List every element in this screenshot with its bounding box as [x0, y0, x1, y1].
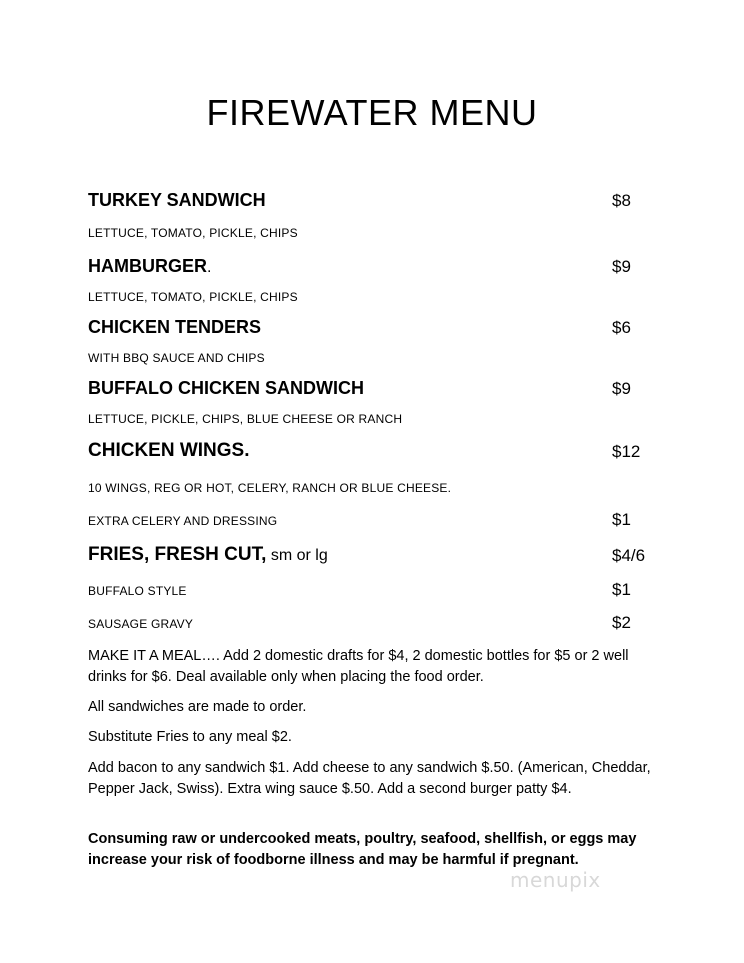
meal-deal-note: MAKE IT A MEAL…. Add 2 domestic drafts for $4, 2 domestic bottles for $5 or 2 well drinks for $6. Deal available only when placing the food order. [88, 648, 629, 685]
item-price: $9 [612, 379, 631, 398]
item-price: $8 [612, 191, 631, 210]
add-ons-note: Add bacon to any sandwich $1. Add cheese to any sandwich $.50. (American, Cheddar, Pepper Jack, Swiss). Extra wing sauce $.50. Add a second burger patty $4. [88, 760, 651, 797]
menu-item-turkey-sandwich [88, 190, 648, 211]
extra-price: $1 [612, 510, 631, 529]
menu-item-hamburger [88, 256, 648, 277]
menu-item-chicken-wings [88, 440, 648, 462]
item-description: WITH BBQ SAUCE AND CHIPS [88, 351, 265, 365]
item-name-suffix: . [207, 259, 212, 276]
item-price: $12 [612, 442, 641, 461]
item-description: LETTUCE, TOMATO, PICKLE, CHIPS [88, 290, 298, 304]
item-price: $9 [612, 257, 631, 276]
extra-price: $2 [612, 613, 631, 632]
item-description: 10 WINGS, REG OR HOT, CELERY, RANCH OR BLUE CHEESE. [88, 481, 452, 495]
extra-price: $1 [612, 580, 631, 599]
extra-label: BUFFALO STYLE [88, 584, 187, 598]
item-price: $6 [612, 318, 631, 337]
extra-label: EXTRA CELERY AND DRESSING [88, 514, 278, 528]
menu-item-buffalo-chicken-sandwich [88, 378, 648, 399]
menu-title: FIREWATER MENU [206, 92, 538, 133]
menu-item-chicken-tenders [88, 317, 648, 338]
item-name: FRIES, FRESH CUT, [88, 544, 267, 565]
item-price: $4/6 [612, 546, 646, 565]
item-description: LETTUCE, TOMATO, PICKLE, CHIPS [88, 226, 298, 240]
menupix-watermark: menupix [510, 868, 601, 892]
substitute-fries-note: Substitute Fries to any meal $2. [88, 729, 292, 745]
item-name: TURKEY SANDWICH [88, 190, 266, 210]
food-safety-warning: Consuming raw or undercooked meats, poultry, seafood, shellfish, or eggs may increase your risk of foodborne illness and may be harmful if pregnant. [88, 831, 637, 868]
item-name: HAMBURGER [88, 256, 207, 276]
item-name: CHICKEN TENDERS [88, 317, 262, 337]
extra-label: SAUSAGE GRAVY [88, 617, 194, 631]
item-description: LETTUCE, PICKLE, CHIPS, BLUE CHEESE OR RANCH [88, 412, 403, 426]
item-name: BUFFALO CHICKEN SANDWICH [88, 378, 364, 398]
item-name: CHICKEN WINGS. [88, 440, 250, 461]
made-to-order-note: All sandwiches are made to order. [88, 699, 307, 715]
item-name-suffix: sm or lg [266, 547, 328, 564]
menu-item-fries [88, 544, 648, 566]
